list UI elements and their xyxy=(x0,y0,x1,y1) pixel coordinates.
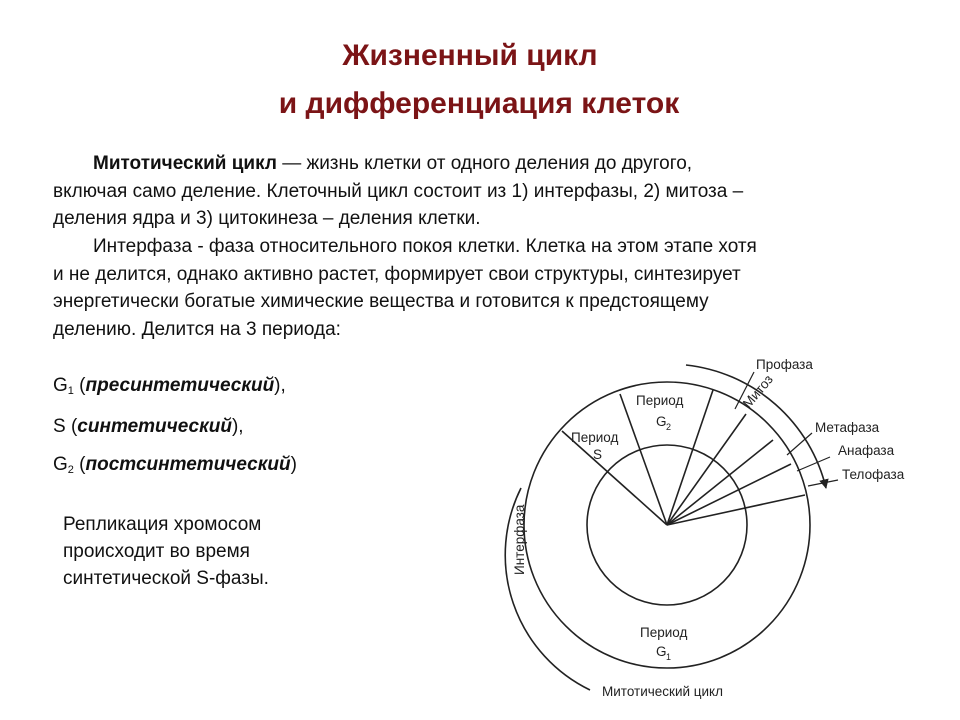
label-mitoz: Митоз xyxy=(739,371,776,411)
ray-mitosis-4 xyxy=(667,464,791,525)
period-g2: $G_2$ (постсинтетический) xyxy=(53,454,297,476)
label-period-g2: Период xyxy=(636,393,684,408)
label-g1-letter: G xyxy=(656,644,667,659)
ray-s-left xyxy=(562,431,667,525)
paragraph1-line2: включая само деление. Клеточный цикл состоит из 1) интерфазы, 2) митоза – xyxy=(53,180,744,202)
paragraph2-line2: и не делится, однако активно растет, формирует свои структуры, синтезирует xyxy=(53,263,741,285)
period-s: S (синтетический), xyxy=(53,416,244,437)
paragraph1-line1: — жизнь клетки от одного деления до другого, xyxy=(276,153,693,174)
label-period-s: Период xyxy=(571,430,619,445)
ray-mitosis-5 xyxy=(667,495,805,525)
label-g2-sub: 2 xyxy=(666,422,672,432)
ray-g2-mitosis xyxy=(667,390,713,525)
label-period-g1: Период xyxy=(640,625,688,640)
pointer-anafaza xyxy=(797,457,830,471)
replication-note: Репликация хромосом происходит во время синтетической S-фазы. xyxy=(63,514,269,589)
label-metafaza: Метафаза xyxy=(815,420,880,435)
paragraph2-line3: энергетически богатые химические вещества и готовится к предстоящему xyxy=(53,291,709,312)
label-g2-letter: G xyxy=(656,414,667,429)
paragraph1-line3: деления ядра и 3) цитокинеза – деления клетки. xyxy=(53,208,481,229)
title-line-2: и дифференциация клеток xyxy=(278,87,680,120)
label-profaza: Профаза xyxy=(756,357,813,372)
diagram-caption: Митотический цикл xyxy=(602,684,723,699)
paragraph2-line4: делению. Делится на 3 периода: xyxy=(53,318,341,340)
paragraph2-line1: Интерфаза - фаза относительного покоя клетки. Клетка на этом этапе хотя xyxy=(93,236,757,257)
ray-mitosis-3 xyxy=(667,440,773,525)
label-telofaza: Телофаза xyxy=(842,467,905,482)
title-line-1: Жизненный цикл xyxy=(342,39,598,72)
ray-mitosis-2 xyxy=(667,414,746,525)
period-g1: $G_1$ (пресинтетический), xyxy=(53,375,286,397)
label-s-letter: S xyxy=(593,447,603,462)
label-g1-sub: 1 xyxy=(666,652,672,662)
label-anafaza: Анафаза xyxy=(838,443,895,458)
pointer-telofaza xyxy=(808,480,838,486)
term-mitotic-cycle: Митотический цикл xyxy=(93,153,277,174)
label-interfaza: Интерфаза xyxy=(512,504,527,575)
